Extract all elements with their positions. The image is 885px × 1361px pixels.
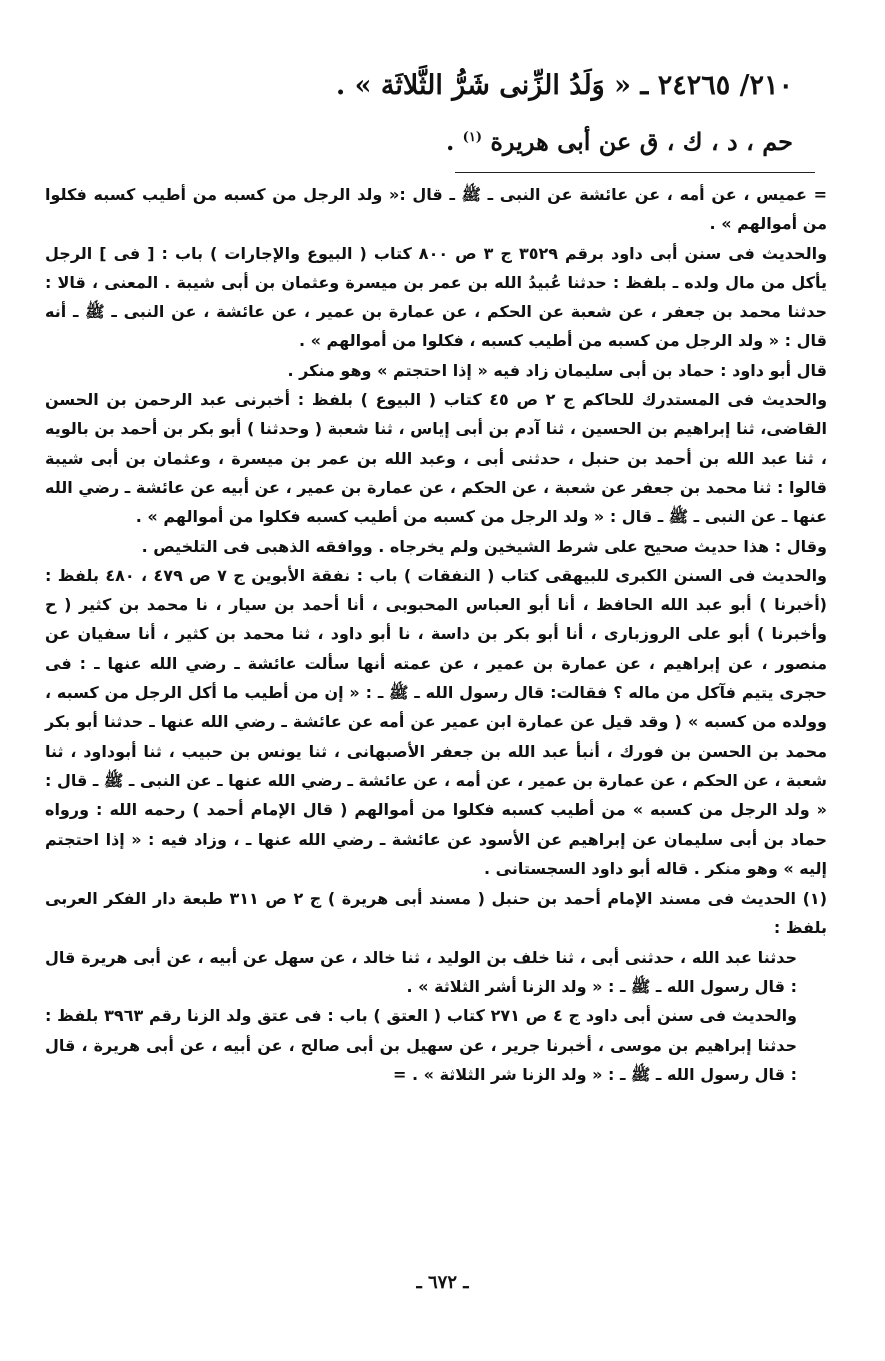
hadith-sources <box>93 120 793 160</box>
paragraph: وقال : هذا حديث صحيح على شرط الشيخين ولم يخرجاه . ووافقه الذهبى فى التلخيص . <box>141 536 827 556</box>
sources-text: حم ، د ، ك ، ق عن أبى هريرة <box>490 127 793 156</box>
sources-end: . <box>445 127 463 156</box>
footnote-paragraph: حدثنا عبد الله ، حدثنى أبى ، ثنا خلف بن الوليد ، ثنا خالد ، عن سهل عن أبيه ، عن أبى هريرة قال : قال رسول الله ـ ﷺ ـ : « ولد الزنا أشر الثلاثة » . <box>45 947 797 997</box>
footnote-reference[interactable]: (١) <box>462 130 482 145</box>
footnote-marker: (١) <box>802 889 827 909</box>
footnote-paragraph <box>45 884 827 943</box>
paragraph: والحديث فى السنن الكبرى للبيهقى كتاب ( النفقات ) باب : نفقة الأبوين ج ٧ ص ٤٧٩ ، ٤٨٠ بلفظ : (أخبرنا ) أبو عبد الله الحافظ ، أنا أبو العباس المحبوبى ، أنا أحمد بن سيار ، نا محمد بن كثير ( ح وأخبرنا ) أبو على الروزبارى ، أنا أبو بكر بن داسة ، نا أبو داود ، ثنا محمد بن كثير ، أنا سفيان عن منصور ، عن إبراهيم ، عن عمارة بن عمير ، عن عمته أنها سألت عائشة ـ رضي الله عنها ـ : فى حجرى يتيم فآكل من ماله ؟ فقالت: قال رسول الله ـ ﷺ ـ : « إن من أطيب ما أكل الرجل من كسبه ، وولده من كسبه » ( وقد قيل عن عمارة ابن عمير عن أمه عن عائشة ـ رضي الله عنها ـ حدثنا أبو بكر محمد بن الحسن بن فورك ، أنبأ عبد الله بن جعفر الأصبهانى ، ثنا يونس بن حبيب ، ثنا أبوداود ، ثنا شعبة ، عن الحكم ، عن عمارة بن عمير ، عن أمه ، عن عائشة ـ رضي الله عنها ـ عن النبى ـ ﷺ ـ قال : « ولد الرجل من كسبه » من أطيب كسبه فكلوا من أموالهم ( قال الإمام أحمد ) رحمه الله : ورواه حماد بن أبى سليمان عن إبراهيم عن الأسود عن عائشة ـ رضي الله عنها ـ ، وزاد فيه : « إذا احتجتم إليه » وهو منكر . قاله أبو داود السجستانى . <box>45 565 827 878</box>
paragraph: = عميس ، عن أمه ، عن عائشة عن النبى ـ ﷺ ـ قال :« ولد الرجل من كسبه من أطيب كسبه فكلوا من أموالهم » . <box>45 185 827 234</box>
paragraph: قال أبو داود : حماد بن أبى سليمان زاد فيه « إذا احتجتم » وهو منكر . <box>287 360 827 380</box>
paragraph: والحديث فى سنن أبى داود برقم ٣٥٢٩ ج ٣ ص ٨٠٠ كتاب ( البيوع والإجارات ) باب : [ فى ] الرجل يأكل من مال ولده ـ بلفظ : حدثنا عُبيدُ الله بن عمر بن ميسرة وعثمان بن أبى شيبة . المعنى ، قالا : حدثنا محمد بن جعفر ، عن شعبة عن الحكم ، عن عمارة بن عمير ، عن عائشة ، عن النبى ـ ﷺ ـ أنه قال : « ولد الرجل من كسبه من أطيب كسبه ، فكلوا من أموالهم » . <box>45 243 828 351</box>
paragraph: والحديث فى المستدرك للحاكم ج ٢ ص ٤٥ كتاب ( البيوع ) بلفظ : أخبرنى عبد الرحمن بن الحسن القاضى، ثنا إبراهيم بن الحسين ، ثنا آدم بن أبى إياس ، ثنا شعبة ( وحدثنا ) أبو بكر بن أحمد بن بالويه ، ثنا عبد الله بن أحمد بن حنبل ، حدثنى أبى ، وعبد الله بن عمر بن ميسرة ، وعثمان بن أبى شيبة قالوا : ثنا محمد بن جعفر عن شعبة ، عن الحكم ، عن عمارة بن عمير ، عن أبيه عن عائشة ـ رضي الله عنها ـ عن النبى ـ ﷺ ـ قال : « ولد الرجل من كسبه من أطيب كسبه فكلوا من أموالهم » . <box>45 390 828 527</box>
footnote-separator <box>455 172 815 173</box>
footnote-paragraph: والحديث فى سنن أبى داود ج ٤ ص ٢٧١ كتاب ( العتق ) باب : فى عتق ولد الزنا رقم ٣٩٦٣ بلفظ : حدثنا إبراهيم بن موسى ، أخبرنا جرير ، عن سهيل بن أبى صالح ، عن أبيه ، عن أبى هريرة ، قال : قال رسول الله ـ ﷺ ـ : « ولد الزنا شر الثلاثة » . = <box>45 1006 798 1084</box>
page-number: ـ ٦٧٢ ـ <box>416 1272 469 1293</box>
hadith-heading <box>93 68 793 160</box>
hadith-title: ٢١٠/ ٢٤٢٦٥ ـ « وَلَدُ الزِّنى شَرُّ الثَّلاثَة » . <box>335 70 793 101</box>
footnote-text: الحديث فى مسند الإمام أحمد بن حنبل ( مسند أبى هريرة ) ج ٢ ص ٣١١ طبعة دار الفكر العربى بلفظ : <box>45 889 827 938</box>
footnote-1 <box>45 884 827 1089</box>
commentary <box>45 180 827 1089</box>
